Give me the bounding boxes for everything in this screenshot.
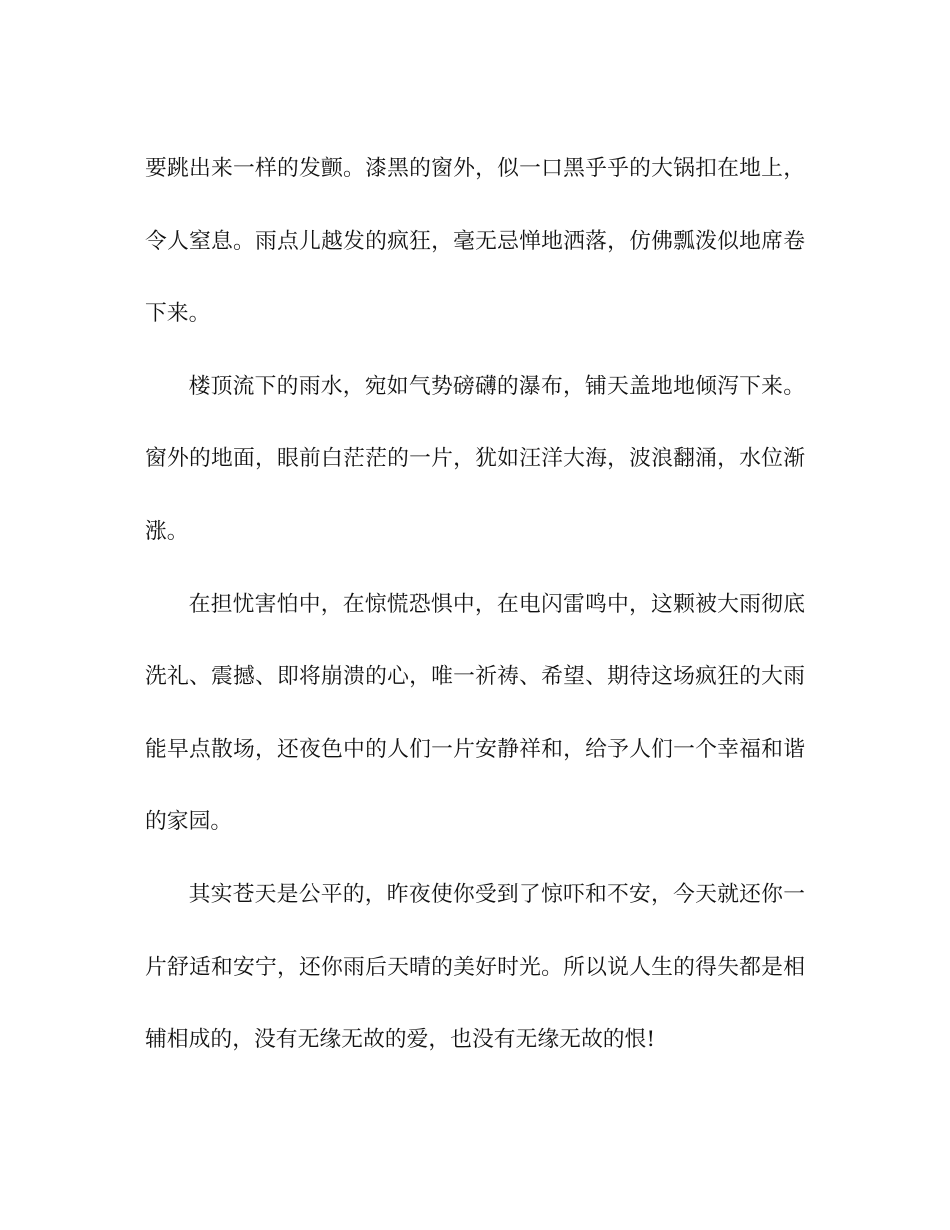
paragraph-1: 要跳出来一样的发颤。漆黑的窗外，似一口黑乎乎的大锅扣在地上，令人窒息。雨点儿越发的疯狂，毫无忌惮地洒落，仿佛瓢泼似地席卷下来。 xyxy=(145,156,805,327)
document-body xyxy=(145,133,805,1077)
paragraph-2: 楼顶流下的雨水，宛如气势磅礴的瀑布，铺天盖地地倾泻下来。窗外的地面，眼前白茫茫的一片，犹如汪洋大海，波浪翻涌，水位渐涨。 xyxy=(145,373,805,544)
paragraph-3: 在担忧害怕中，在惊慌恐惧中，在电闪雷鸣中，这颗被大雨彻底洗礼、震撼、即将崩溃的心，唯一祈祷、希望、期待这场疯狂的大雨能早点散场，还夜色中的人们一片安静祥和，给予人们一个幸福和谐的家园。 xyxy=(145,591,805,835)
paragraph-4: 其实苍天是公平的，昨夜使你受到了惊吓和不安，今天就还你一片舒适和安宁，还你雨后天晴的美好时光。所以说人生的得失都是相辅相成的，没有无缘无故的爱，也没有无缘无故的恨! xyxy=(145,881,805,1053)
